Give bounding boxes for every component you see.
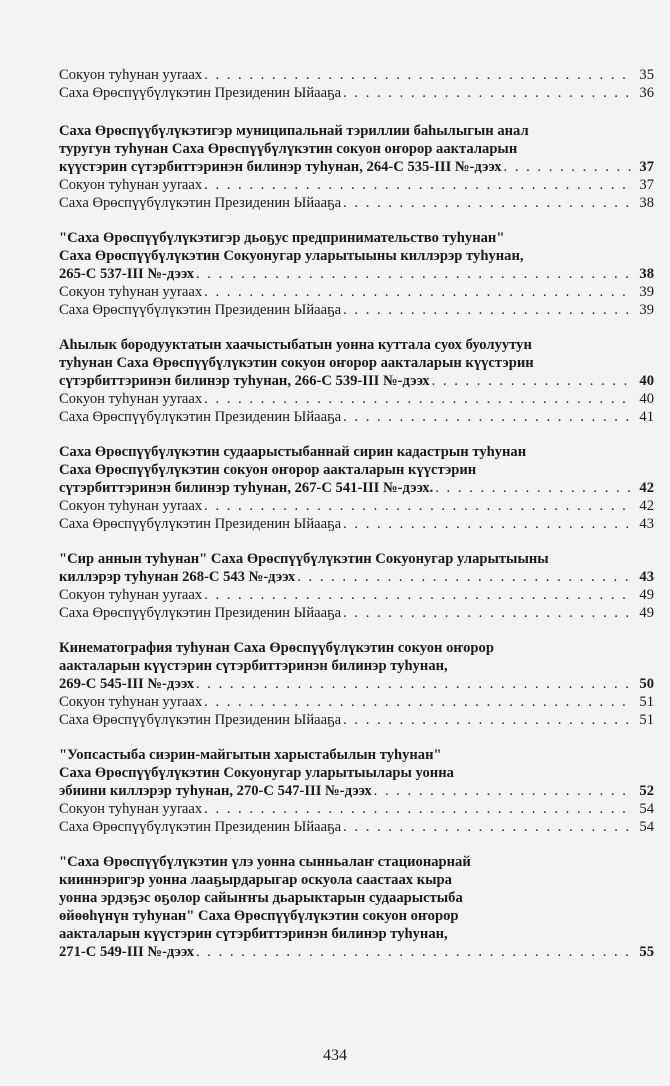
toc-entry-title-line: Саха Өрөспүүбүлүкэтин Сокуонугар уларытыыны киллэрэр туһунан, [59,248,524,264]
toc-entry-text: Сокуон туһунан ууraах [59,391,203,407]
dot-leader [204,66,634,84]
toc-entry-title-line: Кинематография туһунан Саха Өрөспүүбүлүкэтин сокуон оҥорор [59,640,494,656]
toc-entry-title-line: өйөөһүнүн туһунан" Саха Өрөспүүбүлүкэтин сокуон оҥорор [59,908,459,924]
toc-subentry [59,800,654,818]
toc-subentry [59,390,654,408]
toc-entry-title-line: Аһылык бородууктатын хаачыстыбатын уонна куттала суох буолуутун [59,337,532,353]
toc-entry-text: Саха Өрөспүүбүлүкэтин Президенин Ыйааҕа [59,819,342,835]
toc-entry [59,550,654,622]
toc-subentry [59,283,654,301]
toc-entry-text: сүтэрбиттэринэн билинэр туһунан, 267-С 541-III №-дээх. [59,480,434,496]
toc-subentry [59,586,654,604]
toc-entry-title-line [59,158,654,176]
page-ref: 40 [639,391,654,407]
toc-entry-title-line: туһунан Саха Өрөспүүбүлүкэтин сокуон оҥорор аакталарын күүстэрин [59,355,534,371]
page-ref: 38 [639,266,654,282]
toc-entry-title-line: "Уопсастыба сиэрин-майгытын харыстабылын туһунан" [59,747,442,763]
toc-entry-text: Сокуон туһунан ууraах [59,694,203,710]
toc-entry-text: Саха Өрөспүүбүлүкэтин Президенин Ыйааҕа [59,85,342,101]
dot-leader [204,176,634,194]
table-of-contents [59,66,654,978]
dot-leader [343,84,634,102]
dot-leader [204,693,634,711]
page-ref: 49 [639,587,654,603]
toc-entry-title-line [59,265,654,283]
toc-entry-title-line: Саха Өрөспүүбүлүкэтин судаарыстыбаннай сирин кадастрын туһунан [59,444,527,460]
toc-subentry [59,693,654,711]
page-ref: 41 [639,409,654,425]
page-ref: 51 [639,712,654,728]
toc-entry [59,639,654,729]
toc-entry [59,336,654,426]
toc-subentry [59,604,654,622]
dot-leader [504,158,634,176]
dot-leader [204,497,634,515]
page-ref: 37 [639,159,654,175]
toc-entry-title-line [59,568,654,586]
toc-entry-text: киллэрэр туһунан 268-С 543 №-дээх [59,569,296,585]
toc-entry-title-line: "Саха Өрөспүүбүлүкэтигэр дьоҕус предпринимательство туһунан" [59,230,505,246]
page-ref: 51 [639,694,654,710]
dot-leader [204,390,634,408]
toc-entry-text: Сокуон туһунан ууraах [59,284,203,300]
toc-subentry [59,818,654,836]
toc-entry-text: Сокуон туһунан ууraах [59,67,203,83]
dot-leader [374,782,634,800]
page-ref: 54 [639,819,654,835]
page-ref: 39 [639,284,654,300]
toc-entry-text: 271-С 549-III №-дээх [59,944,194,960]
dot-leader [196,943,634,961]
page-ref: 55 [639,944,654,960]
toc-entry-text: Саха Өрөспүүбүлүкэтин Президенин Ыйааҕа [59,712,342,728]
toc-entry-text: 269-С 545-III №-дээх [59,676,194,692]
toc-entry [59,443,654,533]
toc-entry-title-line: "Саха Өрөспүүбүлүкэтин үлэ уонна сынньалаҥ стационарнай [59,854,471,870]
dot-leader [204,800,634,818]
toc-entry-text: 265-С 537-III №-дээх [59,266,194,282]
page-ref: 38 [639,195,654,211]
toc-entry-text: Сокуон туһунан ууraах [59,587,203,603]
toc-entry-title-line: Саха Өрөспүүбүлүкэтин сокуон оҥорор аакталарын күүстэрин [59,462,477,478]
toc-entry [59,122,654,212]
dot-leader [343,515,634,533]
dot-leader [343,604,634,622]
page-ref: 49 [639,605,654,621]
page-ref: 35 [639,67,654,83]
toc-entry-title-line: Саха Өрөспүүбүлүкэтигэр муниципальнай тэриллии баһылыгын анал [59,123,529,139]
toc-entry-title-line [59,943,654,961]
page-ref: 43 [639,569,654,585]
toc-entry-title-line: аакталарын күүстэрин сүтэрбиттэринэн билинэр туһунан, [59,926,448,942]
page-ref: 54 [639,801,654,817]
toc-entry-title-line: Саха Өрөспүүбүлүкэтин Сокуонугар уларытыылары уонна [59,765,454,781]
page-ref: 52 [639,783,654,799]
toc-entry-title-line: аакталарын күүстэрин сүтэрбиттэринэн билинэр туһунан, [59,658,448,674]
dot-leader [435,479,634,497]
dot-leader [204,586,634,604]
toc-subentry [59,66,654,84]
toc-entry-title-line: "Сир аннын туһунан" Саха Өрөспүүбүлүкэтин Сокуонугар уларытыыны [59,551,549,567]
toc-entry-text: Сокуон туһунан ууraах [59,177,203,193]
toc-entry-text: Саха Өрөспүүбүлүкэтин Президенин Ыйааҕа [59,195,342,211]
toc-entry-text: күүстэрин сүтэрбиттэринэн билинэр туһунан, 264-С 535-III №-дээх [59,159,502,175]
page-ref: 50 [639,676,654,692]
toc-entry-title-line [59,372,654,390]
toc-entry-title-line: туругун туһунан Саха Өрөспүүбүлүкэтин сокуон оҥорор аакталарын [59,141,518,157]
toc-entry-text: Сокуон туһунан ууraах [59,498,203,514]
toc-entry [59,853,654,961]
dot-leader [204,283,634,301]
page-ref: 43 [639,516,654,532]
toc-entry-text: Сокуон туһунан ууraах [59,801,203,817]
toc-entry [59,746,654,836]
toc-subentry [59,301,654,319]
toc-entry-title-line [59,675,654,693]
page-ref: 40 [639,373,654,389]
dot-leader [343,301,634,319]
page-ref: 39 [639,302,654,318]
dot-leader [343,408,634,426]
toc-entry-title-line [59,479,654,497]
toc-entry-title-line [59,782,654,800]
page-ref: 42 [639,480,654,496]
page-number: 434 [323,1047,347,1064]
toc-subentry [59,711,654,729]
dot-leader [343,818,634,836]
toc-entry-text: Саха Өрөспүүбүлүкэтин Президенин Ыйааҕа [59,302,342,318]
dot-leader [343,711,634,729]
toc-subentry [59,515,654,533]
dot-leader [196,265,634,283]
page-ref: 42 [639,498,654,514]
dot-leader [343,194,634,212]
toc-entry-title-line: уонна эрдэҕэс оҕолор сайыҥҥы дьарыктарын судаарыстыба [59,890,463,906]
toc-entry-title-line: кииннэригэр уонна лааҕырдарыгар оскуола саастаах кыра [59,872,452,888]
toc-entry [59,229,654,319]
toc-subentry [59,408,654,426]
toc-entry-text: Саха Өрөспүүбүлүкэтин Президенин Ыйааҕа [59,409,342,425]
toc-subentry [59,84,654,102]
toc-subentry [59,194,654,212]
toc-entry-text: эбиини киллэрэр туһунан, 270-С 547-III №-дээх [59,783,372,799]
toc-entry-text: Саха Өрөспүүбүлүкэтин Президенин Ыйааҕа [59,605,342,621]
toc-entry-text: сүтэрбиттэринэн билинэр туһунан, 266-С 539-III №-дээх [59,373,430,389]
toc-entry-text: Саха Өрөспүүбүлүкэтин Президенин Ыйааҕа [59,516,342,532]
dot-leader [432,372,634,390]
toc-subentry [59,497,654,515]
toc-subentry [59,176,654,194]
dot-leader [297,568,634,586]
page-ref: 36 [639,85,654,101]
dot-leader [196,675,634,693]
page-ref: 37 [639,177,654,193]
toc-entry [59,66,654,102]
